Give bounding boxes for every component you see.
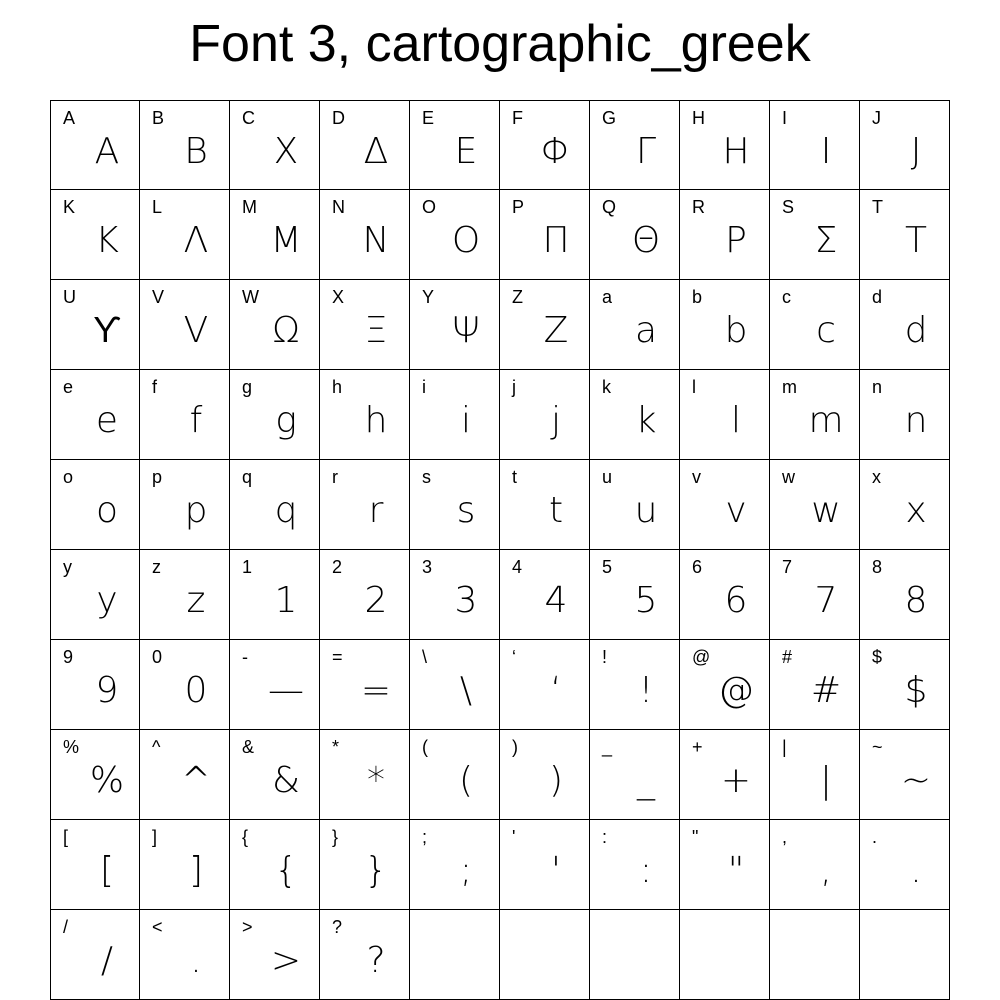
cell-glyph: Ρ [725,220,747,261]
cell-glyph [796,936,856,986]
glyph-cell [500,190,590,280]
cell-key-label: 7 [782,557,793,577]
glyph-cell [860,190,950,280]
glyph-cell [320,460,410,550]
cell-key-label: V [152,287,165,307]
cell-key-label: w [782,467,795,487]
cell-glyph [616,936,676,986]
glyph-cell [410,730,500,820]
cell-glyph: > [270,940,302,981]
cell-key-label: F [512,108,523,128]
cell-key-label: 4 [512,557,523,577]
cell-glyph: [ [99,850,115,891]
cell-glyph: n [904,400,928,441]
glyph-cell [500,730,590,820]
glyph-cell [50,100,140,190]
cell-glyph: # [810,670,842,711]
cell-key-label: ? [332,917,343,937]
cell-glyph: ! [638,670,654,711]
glyph-cell [590,820,680,910]
glyph-cell [140,370,230,460]
cell-glyph: e [95,400,119,441]
glyph-cell [860,460,950,550]
glyph-cell [50,550,140,640]
glyph-cell [500,820,590,910]
glyph-cell [590,730,680,820]
glyph-cell [140,910,230,1000]
cell-key-label: T [872,197,883,217]
cell-glyph: ‘ [550,670,562,711]
cell-key-label: 9 [63,647,74,667]
glyph-cell [320,280,410,370]
cell-key-label: ; [422,827,428,847]
cell-key-label: = [332,647,343,667]
cell-key-label: + [692,737,703,757]
glyph-cell [50,640,140,730]
cell-glyph: Τ [905,220,927,261]
cell-glyph: 5 [634,580,658,621]
cell-glyph: & [271,760,301,801]
cell-key-label: Z [512,287,523,307]
cell-key-label: J [872,108,881,128]
glyph-cell [320,910,410,1000]
glyph-cell [230,190,320,280]
cell-glyph: Δ [363,131,389,172]
cell-glyph: q [274,490,298,531]
cell-glyph: Ο [451,220,481,261]
cell-glyph: 3 [454,580,478,621]
cell-glyph: f [189,400,203,441]
cell-glyph: 8 [904,580,928,621]
cell-key-label: ! [602,647,608,667]
cell-key-label: 6 [692,557,703,577]
cell-key-label: j [512,377,516,397]
cell-glyph: \ [459,670,473,711]
cell-key-label: d [872,287,883,307]
glyph-cell [770,820,860,910]
glyph-cell [320,190,410,280]
cell-key-label: C [242,108,255,128]
cell-glyph: r [368,490,384,531]
cell-key-label: > [242,917,253,937]
cell-glyph: c [816,310,836,351]
cell-key-label: M [242,197,257,217]
cell-glyph: Θ [631,220,661,261]
glyph-cell [860,640,950,730]
cell-glyph: _ [637,760,655,801]
glyph-cell [680,910,770,1000]
cell-key-label: { [242,827,249,847]
cell-key-label: r [332,467,338,487]
cell-glyph: Φ [540,131,572,172]
cell-glyph: Π [542,220,570,261]
cell-key-label: 2 [332,557,343,577]
cell-key-label: s [422,467,431,487]
cell-key-label: o [63,467,74,487]
glyph-cell [320,370,410,460]
cell-glyph: Ξ [364,310,388,351]
cell-key-label: p [152,467,163,487]
glyph-cell [230,550,320,640]
cell-key-label: l [692,377,696,397]
cell-glyph: x [905,490,927,531]
glyph-cell [410,910,500,1000]
cell-glyph: % [89,760,125,801]
cell-key-label: [ [63,827,69,847]
cell-key-label: Y [422,287,435,307]
cell-key-label: u [602,467,613,487]
cell-key-label: c [782,287,791,307]
cell-glyph: z [186,580,206,621]
cell-glyph: o [95,490,119,531]
cell-key-label: 5 [602,557,613,577]
cell-glyph: Ε [454,131,478,172]
cell-key-label: 3 [422,557,433,577]
cell-key-label: k [602,377,611,397]
cell-glyph: ^ [180,760,212,801]
glyph-cell [320,640,410,730]
cell-key-label: % [63,737,80,757]
cell-key-label: B [152,108,165,128]
cell-glyph: 0 [184,670,208,711]
cell-glyph: ( [458,760,474,801]
cell-key-label: S [782,197,795,217]
cell-key-label: U [63,287,76,307]
cell-key-label: @ [692,647,711,667]
cell-glyph: = [360,670,392,711]
cell-key-label: 8 [872,557,883,577]
cell-glyph: @ [718,670,754,711]
cell-glyph: Χ [273,131,299,172]
cell-glyph: k [635,400,657,441]
cell-glyph: $ [904,670,928,711]
cell-key-label: W [242,287,259,307]
glyph-cell [770,550,860,640]
cell-key-label: m [782,377,797,397]
cell-key-label: - [242,647,248,667]
cell-key-label: e [63,377,74,397]
glyph-cell [770,640,860,730]
cell-key-label: X [332,287,345,307]
cell-glyph: Σ [814,220,838,261]
cell-glyph: p [184,490,208,531]
cell-glyph: ; [459,850,473,891]
glyph-cell [860,820,950,910]
cell-glyph: + [720,760,752,801]
glyph-cell [140,640,230,730]
glyph-cell [590,460,680,550]
glyph-cell [410,820,500,910]
cell-key-label: g [242,377,253,397]
cell-key-label: b [692,287,703,307]
glyph-cell [50,730,140,820]
cell-glyph: 9 [95,670,119,711]
cell-key-label: z [152,557,161,577]
glyph-cell [320,100,410,190]
glyph-cell [680,640,770,730]
glyph-cell [590,640,680,730]
glyph-cell [680,280,770,370]
cell-glyph: Λ [183,220,209,261]
cell-glyph [526,936,586,986]
cell-glyph: ' [551,850,561,891]
cell-glyph: 2 [364,580,388,621]
glyph-grid [50,100,950,1000]
cell-glyph: 4 [544,580,568,621]
cell-key-label: ' [512,827,516,847]
glyph-cell [770,460,860,550]
glyph-cell [140,190,230,280]
glyph-cell [770,280,860,370]
glyph-cell [410,640,500,730]
glyph-cell [230,730,320,820]
glyph-cell [50,190,140,280]
cell-glyph: Β [184,131,208,172]
cell-glyph: V [183,310,209,351]
cell-glyph: s [456,490,476,531]
cell-key-label: : [602,827,608,847]
cell-key-label: ~ [872,737,883,757]
glyph-cell [500,370,590,460]
glyph-cell [590,190,680,280]
cell-glyph: a [634,310,658,351]
cell-key-label: t [512,467,518,487]
cell-key-label: n [872,377,883,397]
cell-glyph: b [724,310,748,351]
cell-key-label: _ [602,737,613,757]
cell-key-label: a [602,287,613,307]
cell-glyph: { [274,850,298,891]
cell-glyph: w [811,490,841,531]
cell-glyph: j [550,400,561,441]
cell-glyph: g [275,400,297,441]
glyph-cell [680,730,770,820]
glyph-cell [50,910,140,1000]
cell-glyph: Γ [635,131,657,172]
cell-glyph: 6 [724,580,748,621]
cell-glyph: } [364,850,388,891]
glyph-cell [500,640,590,730]
cell-key-label: * [332,737,340,757]
cell-glyph: 7 [814,580,838,621]
glyph-cell [590,280,680,370]
cell-key-label: | [782,737,787,757]
cell-key-label: $ [872,647,883,667]
glyph-cell [680,190,770,280]
glyph-cell [410,190,500,280]
cell-key-label: ) [512,737,518,757]
cell-key-label: O [422,197,437,217]
cell-key-label: ( [422,737,428,757]
cell-glyph: Κ [95,220,119,261]
cell-glyph: i [460,400,471,441]
cell-key-label: ^ [152,737,161,757]
cell-glyph: h [364,400,388,441]
cell-glyph: , [820,850,832,891]
cell-glyph: u [634,490,658,531]
cell-glyph: ) [548,760,564,801]
cell-key-label: h [332,377,343,397]
cell-glyph: Η [722,131,750,172]
cell-glyph: Α [94,131,120,172]
glyph-cell [140,550,230,640]
cell-glyph: Ψ [451,310,481,351]
cell-glyph: d [904,310,928,351]
cell-key-label: R [692,197,705,217]
cell-glyph: : [639,850,653,891]
cell-glyph: m [808,400,844,441]
cell-key-label: ] [152,827,158,847]
cell-key-label: I [782,108,788,128]
glyph-cell [500,280,590,370]
glyph-cell [230,280,320,370]
glyph-cell [140,280,230,370]
glyph-cell [590,100,680,190]
cell-key-label: " [692,827,699,847]
cell-key-label: G [602,108,617,128]
cell-key-label: P [512,197,525,217]
cell-glyph: t [548,490,564,531]
cell-glyph [886,936,946,986]
cell-key-label: 0 [152,647,163,667]
glyph-cell [500,100,590,190]
cell-glyph: . [190,940,202,981]
glyph-cell [770,730,860,820]
glyph-cell [140,100,230,190]
cell-key-label: D [332,108,345,128]
cell-key-label: ‘ [512,647,516,667]
cell-glyph: v [725,490,747,531]
cell-glyph: y [96,580,118,621]
glyph-cell [680,100,770,190]
cell-key-label: q [242,467,253,487]
glyph-cell [770,190,860,280]
cell-key-label: K [63,197,76,217]
cell-glyph: — [268,670,304,711]
glyph-cell [680,550,770,640]
cell-key-label: H [692,108,705,128]
glyph-cell [500,460,590,550]
glyph-cell [410,550,500,640]
glyph-cell [590,910,680,1000]
cell-key-label: i [422,377,426,397]
glyph-cell [140,460,230,550]
glyph-cell [410,100,500,190]
cell-key-label: < [152,917,163,937]
glyph-cell [230,460,320,550]
glyph-cell [50,820,140,910]
glyph-cell [140,820,230,910]
cell-key-label: & [242,737,255,757]
cell-glyph: ] [188,850,204,891]
glyph-cell [230,820,320,910]
glyph-cell [50,370,140,460]
cell-key-label: E [422,108,435,128]
glyph-cell [860,550,950,640]
cell-glyph: ~ [900,760,932,801]
glyph-cell [860,730,950,820]
glyph-cell [680,460,770,550]
glyph-cell [770,100,860,190]
cell-key-label: x [872,467,881,487]
glyph-cell [50,280,140,370]
cell-glyph: * [367,760,385,801]
cell-key-label: N [332,197,345,217]
cell-key-label: L [152,197,163,217]
cell-key-label: f [152,377,158,397]
glyph-cell [860,100,950,190]
glyph-cell [320,730,410,820]
cell-key-label: A [63,108,76,128]
cell-key-label: Q [602,197,617,217]
glyph-cell [230,910,320,1000]
glyph-cell [860,910,950,1000]
cell-glyph: Ζ [543,310,569,351]
glyph-cell [320,820,410,910]
cell-key-label: } [332,827,339,847]
glyph-cell [590,370,680,460]
cell-key-label: # [782,647,793,667]
cell-key-label: . [872,827,878,847]
cell-glyph: Ν [362,220,390,261]
cell-key-label: \ [422,647,428,667]
cell-glyph: 1 [274,580,298,621]
cell-key-label: , [782,827,788,847]
glyph-cell [410,370,500,460]
glyph-cell [770,370,860,460]
glyph-cell [410,280,500,370]
glyph-cell [230,100,320,190]
cell-glyph: " [727,850,745,891]
cell-key-label: 1 [242,557,253,577]
cell-glyph: Μ [270,220,302,261]
cell-key-label: / [63,917,69,937]
glyph-cell [320,550,410,640]
glyph-cell [860,370,950,460]
glyph-cell [500,550,590,640]
cell-glyph: l [730,400,741,441]
glyph-cell [500,910,590,1000]
cell-glyph: | [819,760,833,801]
glyph-cell [50,460,140,550]
page-title: Font 3, cartographic_greek [189,15,811,73]
cell-glyph: ? [366,940,386,981]
glyph-cell [680,370,770,460]
glyph-cell [860,280,950,370]
glyph-cell [590,550,680,640]
glyph-cell [230,370,320,460]
cell-glyph: J [910,131,922,172]
cell-glyph [706,936,766,986]
glyph-cell [410,460,500,550]
glyph-cell [770,910,860,1000]
cell-glyph: / [100,940,114,981]
cell-glyph: Ι [820,131,832,172]
glyph-cell [140,730,230,820]
cell-glyph: Ω [272,310,300,351]
glyph-cell [230,640,320,730]
cell-glyph: ϒ [93,310,121,351]
glyph-cell [680,820,770,910]
cell-key-label: v [692,467,701,487]
cell-glyph: . [910,850,922,891]
cell-key-label: y [63,557,72,577]
cell-glyph [436,936,496,986]
